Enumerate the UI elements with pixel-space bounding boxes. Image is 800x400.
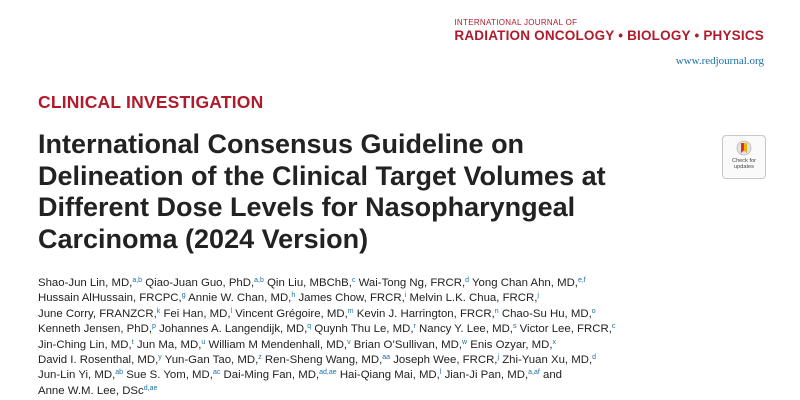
affiliation-superscript[interactable]: l	[439, 369, 442, 377]
author-name: Quynh Thu Le, MD,	[314, 323, 414, 336]
affiliation-superscript[interactable]: i	[404, 292, 407, 300]
author-line	[38, 368, 778, 383]
affiliation-superscript[interactable]: t	[131, 338, 134, 346]
affiliation-superscript[interactable]: q	[307, 323, 312, 331]
author-name: Jian-Ji Pan, MD,	[444, 369, 529, 382]
check-updates-label-2: updates	[734, 164, 754, 171]
author-name: Shao-Jun Lin, MD,	[38, 277, 133, 289]
journal-header	[454, 18, 764, 43]
author-name: Annie W. Chan, MD,	[188, 292, 292, 305]
article-title: International Consensus Guideline on Delineation of the Clinical Target Volumes at Different Dose Levels for Nasopharyngeal Carcinoma (2024 Version)	[38, 129, 606, 254]
affiliation-superscript[interactable]: p	[151, 323, 156, 331]
affiliation-superscript[interactable]: d	[592, 354, 597, 362]
author-name: Zhi-Yuan Xu, MD,	[502, 354, 593, 367]
author-name: and	[542, 369, 562, 382]
affiliation-superscript[interactable]: u	[201, 338, 206, 346]
affiliation-superscript[interactable]: c	[611, 323, 616, 331]
affiliation-superscript[interactable]: ad,ae	[319, 369, 337, 377]
author-name: James Chow, FRCR,	[298, 292, 405, 305]
affiliation-superscript[interactable]: v	[347, 338, 351, 346]
author-name: Hai-Qiang Mai, MD,	[339, 369, 440, 382]
author-name: Wai-Tong Ng, FRCR,	[358, 277, 466, 289]
author-list	[38, 276, 778, 399]
affiliation-superscript[interactable]: m	[347, 307, 354, 315]
affiliation-superscript[interactable]: r	[413, 323, 416, 331]
author-line	[38, 307, 778, 322]
author-name: Joseph Wee, FRCR,	[393, 354, 498, 367]
author-name: Kenneth Jensen, PhD,	[38, 323, 152, 336]
journal-name-line1: INTERNATIONAL JOURNAL OF	[454, 18, 578, 27]
affiliation-superscript[interactable]: a,b	[254, 277, 264, 284]
affiliation-superscript[interactable]: l	[230, 307, 233, 315]
author-name: Enis Ozyar, MD,	[470, 338, 553, 351]
author-name: Yun-Gan Tao, MD,	[164, 354, 259, 367]
author-name: Nancy Y. Lee, MD,	[419, 323, 513, 336]
affiliation-superscript[interactable]: g	[181, 292, 186, 300]
author-name: June Corry, FRANZCR,	[38, 307, 157, 320]
author-name: Kevin J. Harrington, FRCR,	[356, 307, 495, 320]
author-name: Jin-Ching Lin, MD,	[38, 338, 132, 351]
journal-name-line2: RADIATION ONCOLOGY • BIOLOGY • PHYSICS	[454, 28, 764, 43]
affiliation-superscript[interactable]: d,ae	[143, 384, 158, 392]
journal-url-link[interactable]: www.redjournal.org	[675, 55, 764, 67]
affiliation-superscript[interactable]: e,f	[577, 277, 586, 284]
author-name: Jun-Lin Yi, MD,	[38, 369, 116, 382]
author-name: Johannes A. Langendijk, MD,	[159, 323, 308, 336]
affiliation-superscript[interactable]: s	[512, 323, 517, 331]
affiliation-superscript[interactable]: x	[552, 338, 557, 346]
author-line	[38, 276, 778, 291]
author-name: Melvin L.K. Chua, FRCR,	[409, 292, 538, 305]
author-name: Victor Lee, FRCR,	[519, 323, 612, 336]
affiliation-superscript[interactable]: a,af	[528, 369, 540, 377]
author-line	[38, 353, 778, 368]
affiliation-superscript[interactable]: a,b	[132, 277, 143, 284]
check-updates-label-1: Check for	[732, 158, 756, 164]
author-name: William M Mendenhall, MD,	[208, 338, 348, 351]
author-line	[38, 338, 778, 353]
affiliation-superscript[interactable]: w	[462, 338, 468, 346]
affiliation-superscript[interactable]: j	[537, 292, 539, 300]
affiliation-superscript[interactable]: n	[494, 307, 499, 315]
affiliation-superscript[interactable]: ac	[212, 369, 221, 377]
author-name: Qin Liu, MBChB,	[267, 277, 352, 289]
author-name: Hussain AlHussain, FRCPC,	[38, 292, 182, 305]
author-name: David I. Rosenthal, MD,	[38, 354, 159, 367]
affiliation-superscript[interactable]: ab	[115, 369, 124, 377]
author-name: Jun Ma, MD,	[136, 338, 202, 351]
affiliation-superscript[interactable]: z	[258, 354, 262, 362]
check-for-updates-button[interactable]	[722, 135, 766, 179]
affiliation-superscript[interactable]: y	[158, 354, 162, 362]
affiliation-superscript[interactable]: d	[465, 277, 470, 284]
affiliation-superscript[interactable]: k	[156, 307, 161, 315]
author-name: Anne W.M. Lee, DSc	[38, 384, 144, 397]
author-name: Chao-Su Hu, MD,	[501, 307, 592, 320]
author-name: Vincent Grégoire, MD,	[235, 307, 348, 320]
affiliation-superscript[interactable]: c	[351, 277, 356, 284]
affiliation-superscript[interactable]: j	[497, 354, 500, 362]
bookmark-icon	[733, 140, 755, 156]
author-line	[38, 291, 778, 306]
section-label: CLINICAL INVESTIGATION	[38, 92, 264, 112]
author-name: Ren-Sheng Wang, MD,	[264, 354, 383, 367]
author-name: Brian O’Sullivan, MD,	[353, 338, 463, 351]
author-name: Sue S. Yom, MD,	[126, 369, 213, 382]
author-name: Fei Han, MD,	[163, 307, 231, 320]
affiliation-superscript[interactable]: h	[291, 292, 296, 300]
affiliation-superscript[interactable]: o	[591, 307, 596, 315]
author-name: Yong Chan Ahn, MD,	[472, 277, 578, 289]
affiliation-superscript[interactable]: aa	[382, 354, 391, 362]
author-name: Qiao-Juan Guo, PhD,	[145, 277, 255, 289]
author-line	[38, 384, 778, 399]
author-line	[38, 322, 778, 337]
author-name: Dai-Ming Fan, MD,	[223, 369, 320, 382]
